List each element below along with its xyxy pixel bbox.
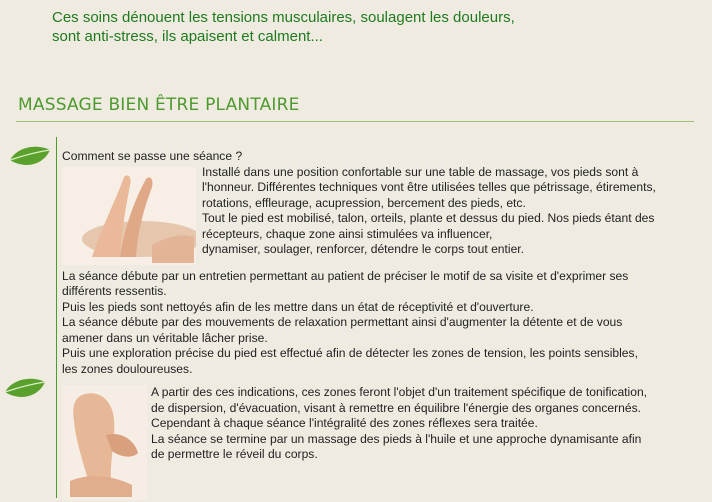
content-area <box>62 149 710 502</box>
paragraph-line: Puis les pieds sont nettoyés afin de les mettre dans un état de réceptivité et d'ouverture. <box>62 299 534 314</box>
block2-line: de permettre le réveil du corps. <box>151 447 318 461</box>
section-title: MASSAGE BIEN ÊTRE PLANTAIRE <box>18 95 300 115</box>
block2-line: de dispersion, d'évacuation, visant à remettre en équilibre l'énergie des organes concernés. <box>151 400 642 415</box>
paragraph-line: amener dans un véritable lâcher prise. <box>62 330 268 345</box>
paragraph-line: La séance débute par un entretien permettant au patient de préciser le motif de sa visite et d'exprimer ses <box>62 268 629 283</box>
intro-line-2: sont anti-stress, ils apaisent et calment... <box>52 28 323 45</box>
block2-line: La séance se termine par un massage des pieds à l'huile et une approche dynamisante afin <box>151 431 642 446</box>
block1-line: récepteurs, chaque zone ainsi stimulées va influencer, <box>202 226 493 241</box>
paragraph-line: les zones douloureuses. <box>62 361 193 376</box>
block1-line: rotations, effleurage, acupression, bercement des pieds, etc. <box>202 195 526 210</box>
hands-photo <box>62 167 196 265</box>
paragraph-line: Puis une exploration précise du pied est effectué afin de détecter les zones de tension, les points sensibles, <box>62 346 638 360</box>
title-divider <box>16 121 694 122</box>
first-block <box>62 165 710 269</box>
section-question: Comment se passe une séance ? <box>62 149 243 163</box>
intro-text <box>52 8 652 46</box>
block1-line: dynamiser, soulager, renforcer, détendre le corps tout entier. <box>202 242 525 256</box>
block1-line: l'honneur. Différentes techniques vont être utilisées telles que pétrissage, étirements, <box>202 180 656 194</box>
block2-line: A partir des ces indications, ces zones feront l'objet d'un traitement spécifique de tonification, <box>151 385 648 399</box>
second-block <box>62 385 710 502</box>
paragraph-line: différents ressentis. <box>62 284 167 298</box>
block1-line: Tout le pied est mobilisé, talon, orteils, plante et dessus du pied. Nos pieds étant des <box>202 211 655 225</box>
block1-line: Installé dans une position confortable sur une table de massage, vos pieds sont à <box>202 164 639 179</box>
vertical-divider <box>56 137 57 498</box>
foot-massage-photo <box>62 385 147 500</box>
intro-line-1: Ces soins dénouent les tensions musculaires, soulagent les douleurs, <box>52 9 515 26</box>
paragraph-line: La séance débute par des mouvements de relaxation permettant ainsi d'augmenter la détente et de vous <box>62 315 623 329</box>
block2-line: Cependant à chaque séance l'intégralité des zones réflexes sera traitée. <box>151 416 538 430</box>
leaf-icon <box>8 144 52 170</box>
leaf-icon <box>3 376 47 402</box>
